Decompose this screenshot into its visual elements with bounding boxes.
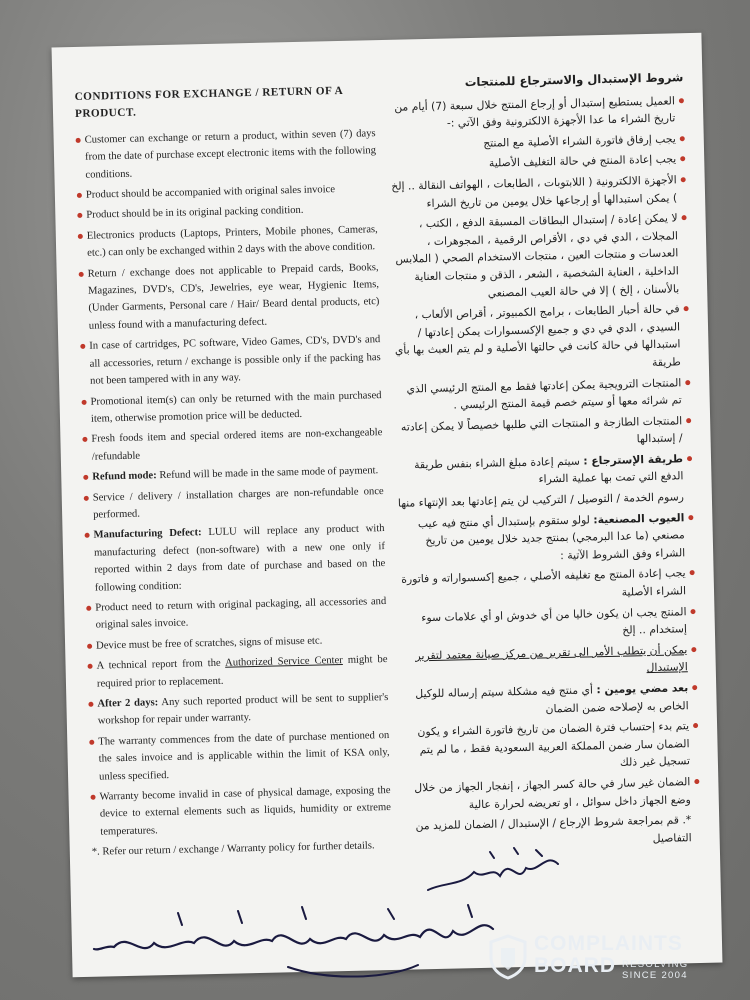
bullet-icon [682,215,687,220]
watermark-line1: COMPLAINTS [534,932,683,955]
bullet-icon [693,723,698,728]
shield-icon [488,934,528,980]
list-item: الأجهزة الالكترونية ( اللابتوبات ، الطابعات ، الهواتف النقالة .. إلخ ) يمكن استبدالها أو إرجاعها خلال يومين من تاريخ الشراء [390,171,687,213]
list-item: الضمان غير سار في حالة كسر الجهاز ، إنفجار الجهاز من خلال وضع الجهاز داخل سوائل ، او تعريضه لحرارة عالية [403,773,700,815]
refund-label: Refund mode: [92,470,157,483]
list-item: Return / exchange does not applicable to Prepaid cards, Books, Magazines, DVD's, CD's, Jewelries, eye wear, Hygienic Items, (Under Garments, Personal care / Hair/ Beard dental products, etc) unless found with a manufacturing defect. [78,259,380,335]
defect-label: Manufacturing Defect: [93,527,202,542]
bullet-icon [84,495,89,500]
bullet-icon [691,647,696,652]
english-conditions-list [75,125,383,466]
bullet-icon [89,740,94,745]
list-item: Promotional item(s) can only be returned with the main purchased item, otherwise promotion price will be deducted. [81,387,382,429]
list-item: Device must be free of scratches, signs of misuse etc. [87,631,387,655]
list-item: The warranty commences from the date of purchase mentioned on the sales invoice and is applicable within the limit of KSA only, unless specified. [89,727,390,786]
bullet-icon [687,456,692,461]
refund-text: Refund will be made in the same mode of payment. [159,465,379,482]
bullet-icon [692,685,697,690]
english-technical-report: A technical report from the Authorized Service Center might be required prior to replacement. [87,651,388,693]
arabic-note: *. قم بمراجعة شروط الإرجاع / الإستبدال / الضمان للمزيد من التفاصيل [415,813,692,845]
authorized-service-center: Authorized Service Center [224,655,343,669]
english-column [74,82,391,861]
list-item: المنتج يجب ان يكون خاليا من أي خدوش او أي علامات سوء إستخدام .. إلخ [399,603,696,645]
bullet-icon [76,138,81,143]
list-item: المنتجات الطازجة و المنتجات التي طلبها خصيصاً لا يمكن إعادته / إستبدالها [395,412,692,454]
list-item: Product need to return with original packaging, all accessories and original sales invoice. [86,593,387,635]
list-item: المنتجات الترويجية يمكن إعادتها فقط مع المنتج الرئيسي الذي تم شرائه معها أو سيتم خصم قيمة المنتج الرئيسي . [394,374,691,416]
arabic-after-2-days: بعد مضي يومين : أي منتج فيه مشكلة سيتم إرساله للوكيل الخاص به لإصلاحه ضمن الضمان [401,679,698,721]
english-after-2-days: After 2 days: Any such reported product will be sent to supplier's workshop for repair under warranty. [88,689,389,731]
handwritten-warranty-note [88,895,508,985]
bullet-icon [679,98,684,103]
bullet-icon [78,234,83,239]
list-item: Customer can exchange or return a product, within seven (7) days from the date of purchase except electronic items with the following conditions. [75,125,376,184]
bullet-icon [685,380,690,385]
after-label: After 2 days: [97,697,159,710]
arabic-technical-report: يمكن أن يتطلب الأمر الى تقرير من مركز صيانة معتمد لتقرير الإستبدال [400,641,697,683]
bullet-icon [684,306,689,311]
list-item: In case of cartridges, PC software, Video Games, CD's, DVD's and all accessories, return / exchange is possible only if the packing has not been tampered with in any way. [80,331,381,390]
bullet-icon [80,344,85,349]
watermark-tagline1: RESOLVING [622,959,689,970]
bullet-icon [686,418,691,423]
defect-text: LULU will replace any product with manufacturing defect (non-software) with a new one only if reported within 2 days from date of purchase and based on the following condition: [93,523,386,594]
arabic-defect-conditions [399,564,697,644]
arabic-conditions-list [389,130,692,454]
bullet-icon [90,795,95,800]
list-item: Product should be in its original packing condition. [77,201,377,225]
bullet-icon [82,399,87,404]
list-item: لا يمكن إعادة / إستبدال البطاقات المسبقة الدفع ، الكتب ، المجلات ، الدي في دي ، الأقراص الرقمية ، المجوهرات ، العدسات و منتجات العين ، منتجات الاستخدام الصحي ( الملابس الداخلية ، العناية الشخصية ، الشعر ، الذقن و منتجات العناية بالأسنان ، إلخ ) إلا في حالة العيب المصنعي [390,209,688,304]
list-item: Warranty become invalid in case of physical damage, exposing the device to external elements such as liquids, humidity or extreme temperatures. [90,782,391,841]
arabic-warranty-list [402,717,700,815]
bullet-icon [85,533,90,538]
list-item: Product should be accompanied with original sales invoice [77,180,377,204]
bullet-icon [690,609,695,614]
watermark-line2: BOARD [534,954,616,977]
list-item: يجب إعادة المنتج في حالة التغليف الأصلية [389,151,685,175]
bullet-icon [83,475,88,480]
complaints-board-watermark [488,930,708,984]
bullet-icon [680,136,685,141]
english-manufacturing-defect [84,520,386,596]
bullet-icon [88,664,93,669]
arabic-intro: العميل يستطيع إستبدال أو إرجاع المنتج خلال سبعة (7) أيام من تاريخ الشراء ما عدا الأجهزة الالكترونية وفق الآتي :- [388,92,685,134]
bullet-icon [88,702,93,707]
english-defect-conditions [86,593,387,655]
policy-leaflet [52,33,723,978]
arabic-title: شروط الإستبدال والاسترجاع للمنتجات [464,70,684,90]
bullet-icon [694,779,699,784]
bullet-icon [77,193,82,198]
english-warranty-list [89,727,391,841]
bullet-icon [688,515,693,520]
bullet-icon [86,606,91,611]
english-service-charges: Service / delivery / installation charges are non-refundable once performed. [84,483,385,525]
arabic-manufacturing-defect: العيوب المصنعية: لولو ستقوم بإستبدال أي منتج فيه عيب مصنعي (ما عدا البرمجي) بمنتج جديد خلال يومين من تاريخ الشراء وفق الشروط الآتية : [397,509,694,568]
arabic-column [387,69,701,856]
list-item: Fresh foods item and special ordered items are non-exchangeable /refundable [82,424,383,466]
list-item: يجب إعادة المنتج مع تغليفه الأصلي ، جميع إكسسواراته و فاتورة الشراء الأصلية [399,564,696,606]
list-item: يتم بدء إحتساب فترة الضمان من تاريخ فاتورة الشراء و يكون الضمان سار ضمن المملكة العربية السعودية فقط ، ما لم يتم تسجيل غير ذلك [402,717,699,776]
list-item: Electronics products (Laptops, Printers, Mobile phones, Cameras, etc.) can only be exchanged within 2 days with the above condition. [78,221,379,263]
bullet-icon [82,437,87,442]
bullet-icon [690,570,695,575]
bullet-icon [79,271,84,276]
bullet-icon [77,213,82,218]
arabic-service-charges: رسوم الخدمة / التوصيل / التركيب لن يتم إعادتها بعد الإنتهاء منها [397,490,685,510]
watermark-tagline2: SINCE 2004 [622,970,688,981]
bullet-icon [681,177,686,182]
arabic-refund-mode: طريقة الإسترجاع : سيتم إعادة مبلغ الشراء بنفس طريقة الدفع التي تمت بها عملية الشراء [396,450,693,492]
english-title: CONDITIONS FOR EXCHANGE / RETURN OF A PRODUCT. [74,84,343,121]
list-item: يجب إرفاق فاتورة الشراء الأصلية مع المنتج [389,130,685,154]
bullet-icon [87,644,92,649]
list-item: في حالة أحبار الطابعات ، برامج الكمبيوتر ، أقراص الألعاب ، السيدي ، الدي في دي و جميع الإكسسوارات يمكن إعادتها / استبدالها في حالة كانت في حالتها الأصلية و لم يتم العبث بها بأي طريقة [393,300,691,377]
english-note: *. Refer our return / exchange / Warranty policy for further details. [91,840,375,859]
bullet-icon [680,157,685,162]
